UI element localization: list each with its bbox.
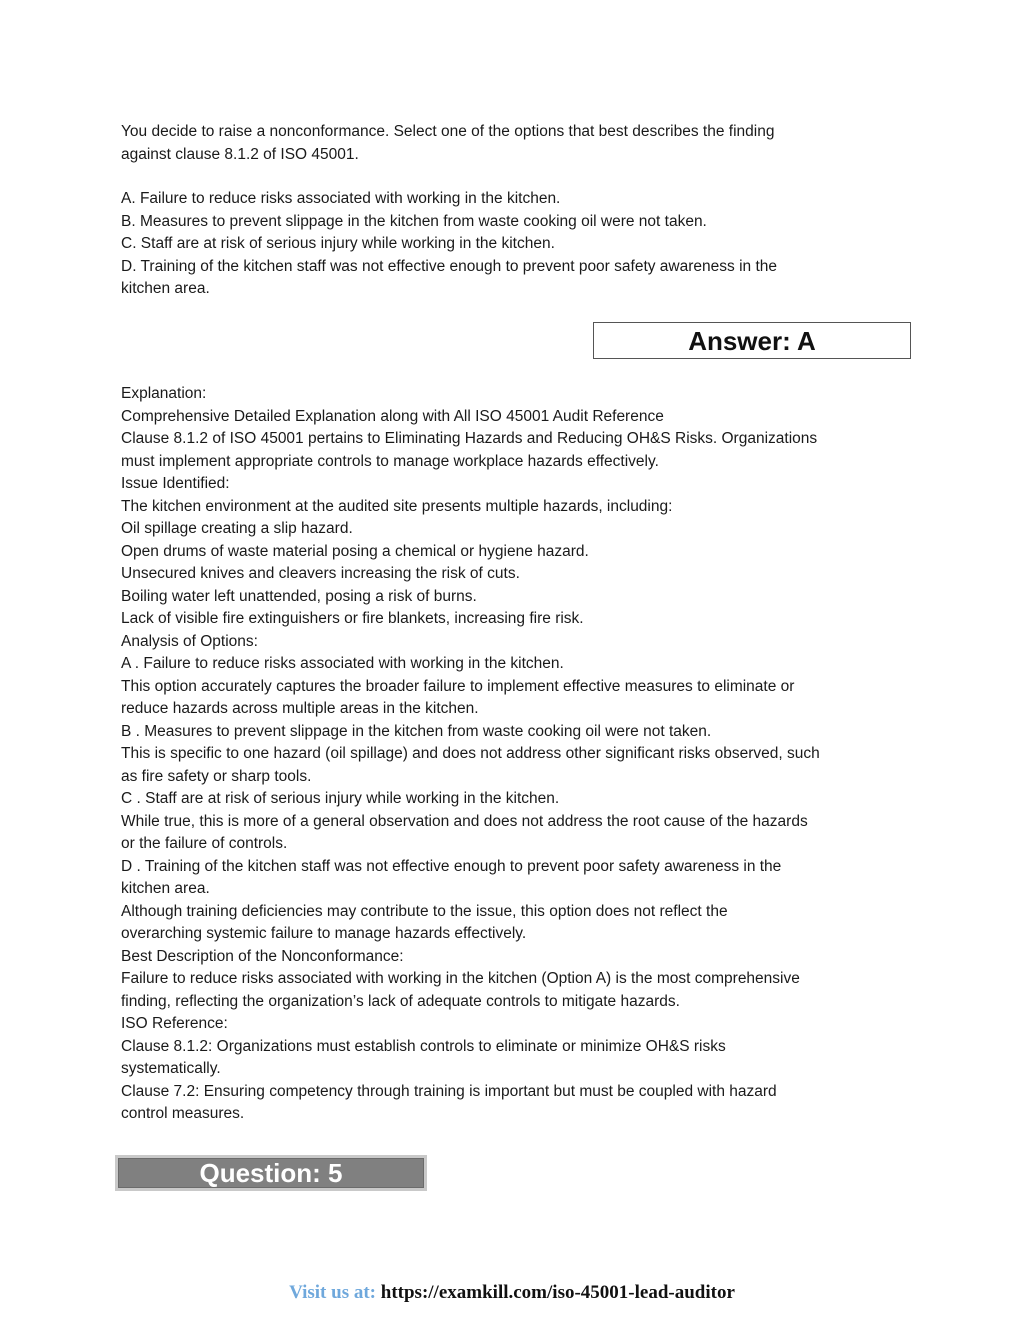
explanation-line: Unsecured knives and cleavers increasing the risk of cuts. [121, 565, 520, 582]
explanation-line: ISO Reference: [121, 1015, 228, 1032]
explanation-line: control measures. [121, 1105, 245, 1122]
explanation-line: finding, reflecting the organization’s lack of adequate controls to mitigate hazards. [121, 992, 680, 1010]
option-b: B. Measures to prevent slippage in the kitchen from waste cooking oil were not taken. [121, 212, 707, 230]
answer-label: Answer: A [688, 326, 816, 356]
option-d: D. Training of the kitchen staff was not effective enough to prevent poor safety awareness in the [121, 257, 777, 275]
answer-options [121, 188, 881, 301]
explanation-line: C . Staff are at risk of serious injury while working in the kitchen. [121, 790, 560, 807]
question-line: You decide to raise a nonconformance. Select one of the options that best describes the finding [121, 123, 775, 140]
question-number-banner [115, 1155, 427, 1191]
explanation-line: Failure to reduce risks associated with working in the kitchen (Option A) is the most comprehensive [121, 970, 800, 987]
explanation-text [121, 383, 881, 1126]
explanation-line: overarching systemic failure to manage hazards effectively. [121, 925, 527, 942]
visit-label: Visit us at: [289, 1282, 377, 1303]
footer-url-link[interactable]: https://examkill.com/iso-45001-lead-auditor [380, 1282, 735, 1303]
explanation-line: systematically. [121, 1060, 221, 1077]
question-text [121, 121, 881, 166]
explanation-line: This is specific to one hazard (oil spillage) and does not address other significant risks observed, such [121, 745, 820, 762]
option-a: A. Failure to reduce risks associated with working in the kitchen. [121, 190, 561, 207]
explanation-line: The kitchen environment at the audited site presents multiple hazards, including: [121, 497, 673, 515]
explanation-line: Boiling water left unattended, posing a risk of burns. [121, 587, 477, 605]
explanation-line: must implement appropriate controls to manage workplace hazards effectively. [121, 452, 659, 470]
explanation-line: Lack of visible fire extinguishers or fire blankets, increasing fire risk. [121, 610, 584, 627]
explanation-line: Issue Identified: [121, 475, 230, 492]
explanation-line: B . Measures to prevent slippage in the kitchen from waste cooking oil were not taken. [121, 722, 712, 740]
explanation-line: This option accurately captures the broader failure to implement effective measures to eliminate or [121, 677, 795, 695]
explanation-line: While true, this is more of a general observation and does not address the root cause of the hazards [121, 812, 808, 830]
explanation-line: Although training deficiencies may contribute to the issue, this option does not reflect the [121, 902, 728, 920]
explanation-line: Best Description of the Nonconformance: [121, 947, 404, 965]
explanation-line: Clause 8.1.2: Organizations must establish controls to eliminate or minimize OH&S risks [121, 1037, 726, 1055]
question-line: against clause 8.1.2 of ISO 45001. [121, 145, 359, 163]
explanation-line: or the failure of controls. [121, 835, 288, 852]
explanation-line: as fire safety or sharp tools. [121, 767, 312, 785]
explanation-line: reduce hazards across multiple areas in the kitchen. [121, 700, 479, 717]
explanation-line: Open drums of waste material posing a chemical or hygiene hazard. [121, 542, 589, 560]
explanation-line: kitchen area. [121, 880, 210, 897]
explanation-line: Clause 8.1.2 of ISO 45001 pertains to Eliminating Hazards and Reducing OH&S Risks. Organizations [121, 430, 818, 447]
answer-box [593, 322, 911, 359]
explanation-line: D . Training of the kitchen staff was not effective enough to prevent poor safety awareness in the [121, 857, 782, 875]
question-number-label: Question: 5 [199, 1157, 343, 1188]
option-c: C. Staff are at risk of serious injury while working in the kitchen. [121, 235, 555, 252]
explanation-line: Clause 7.2: Ensuring competency through training is important but must be coupled with hazard [121, 1082, 777, 1100]
explanation-line: A . Failure to reduce risks associated with working in the kitchen. [121, 655, 564, 672]
explanation-line: Comprehensive Detailed Explanation along with All ISO 45001 Audit Reference [121, 407, 664, 425]
explanation-line: Analysis of Options: [121, 632, 258, 650]
explanation-line: Oil spillage creating a slip hazard. [121, 520, 353, 537]
explanation-line: Explanation: [121, 385, 207, 402]
footer [0, 1282, 1024, 1304]
option-d-continued: kitchen area. [121, 280, 210, 297]
